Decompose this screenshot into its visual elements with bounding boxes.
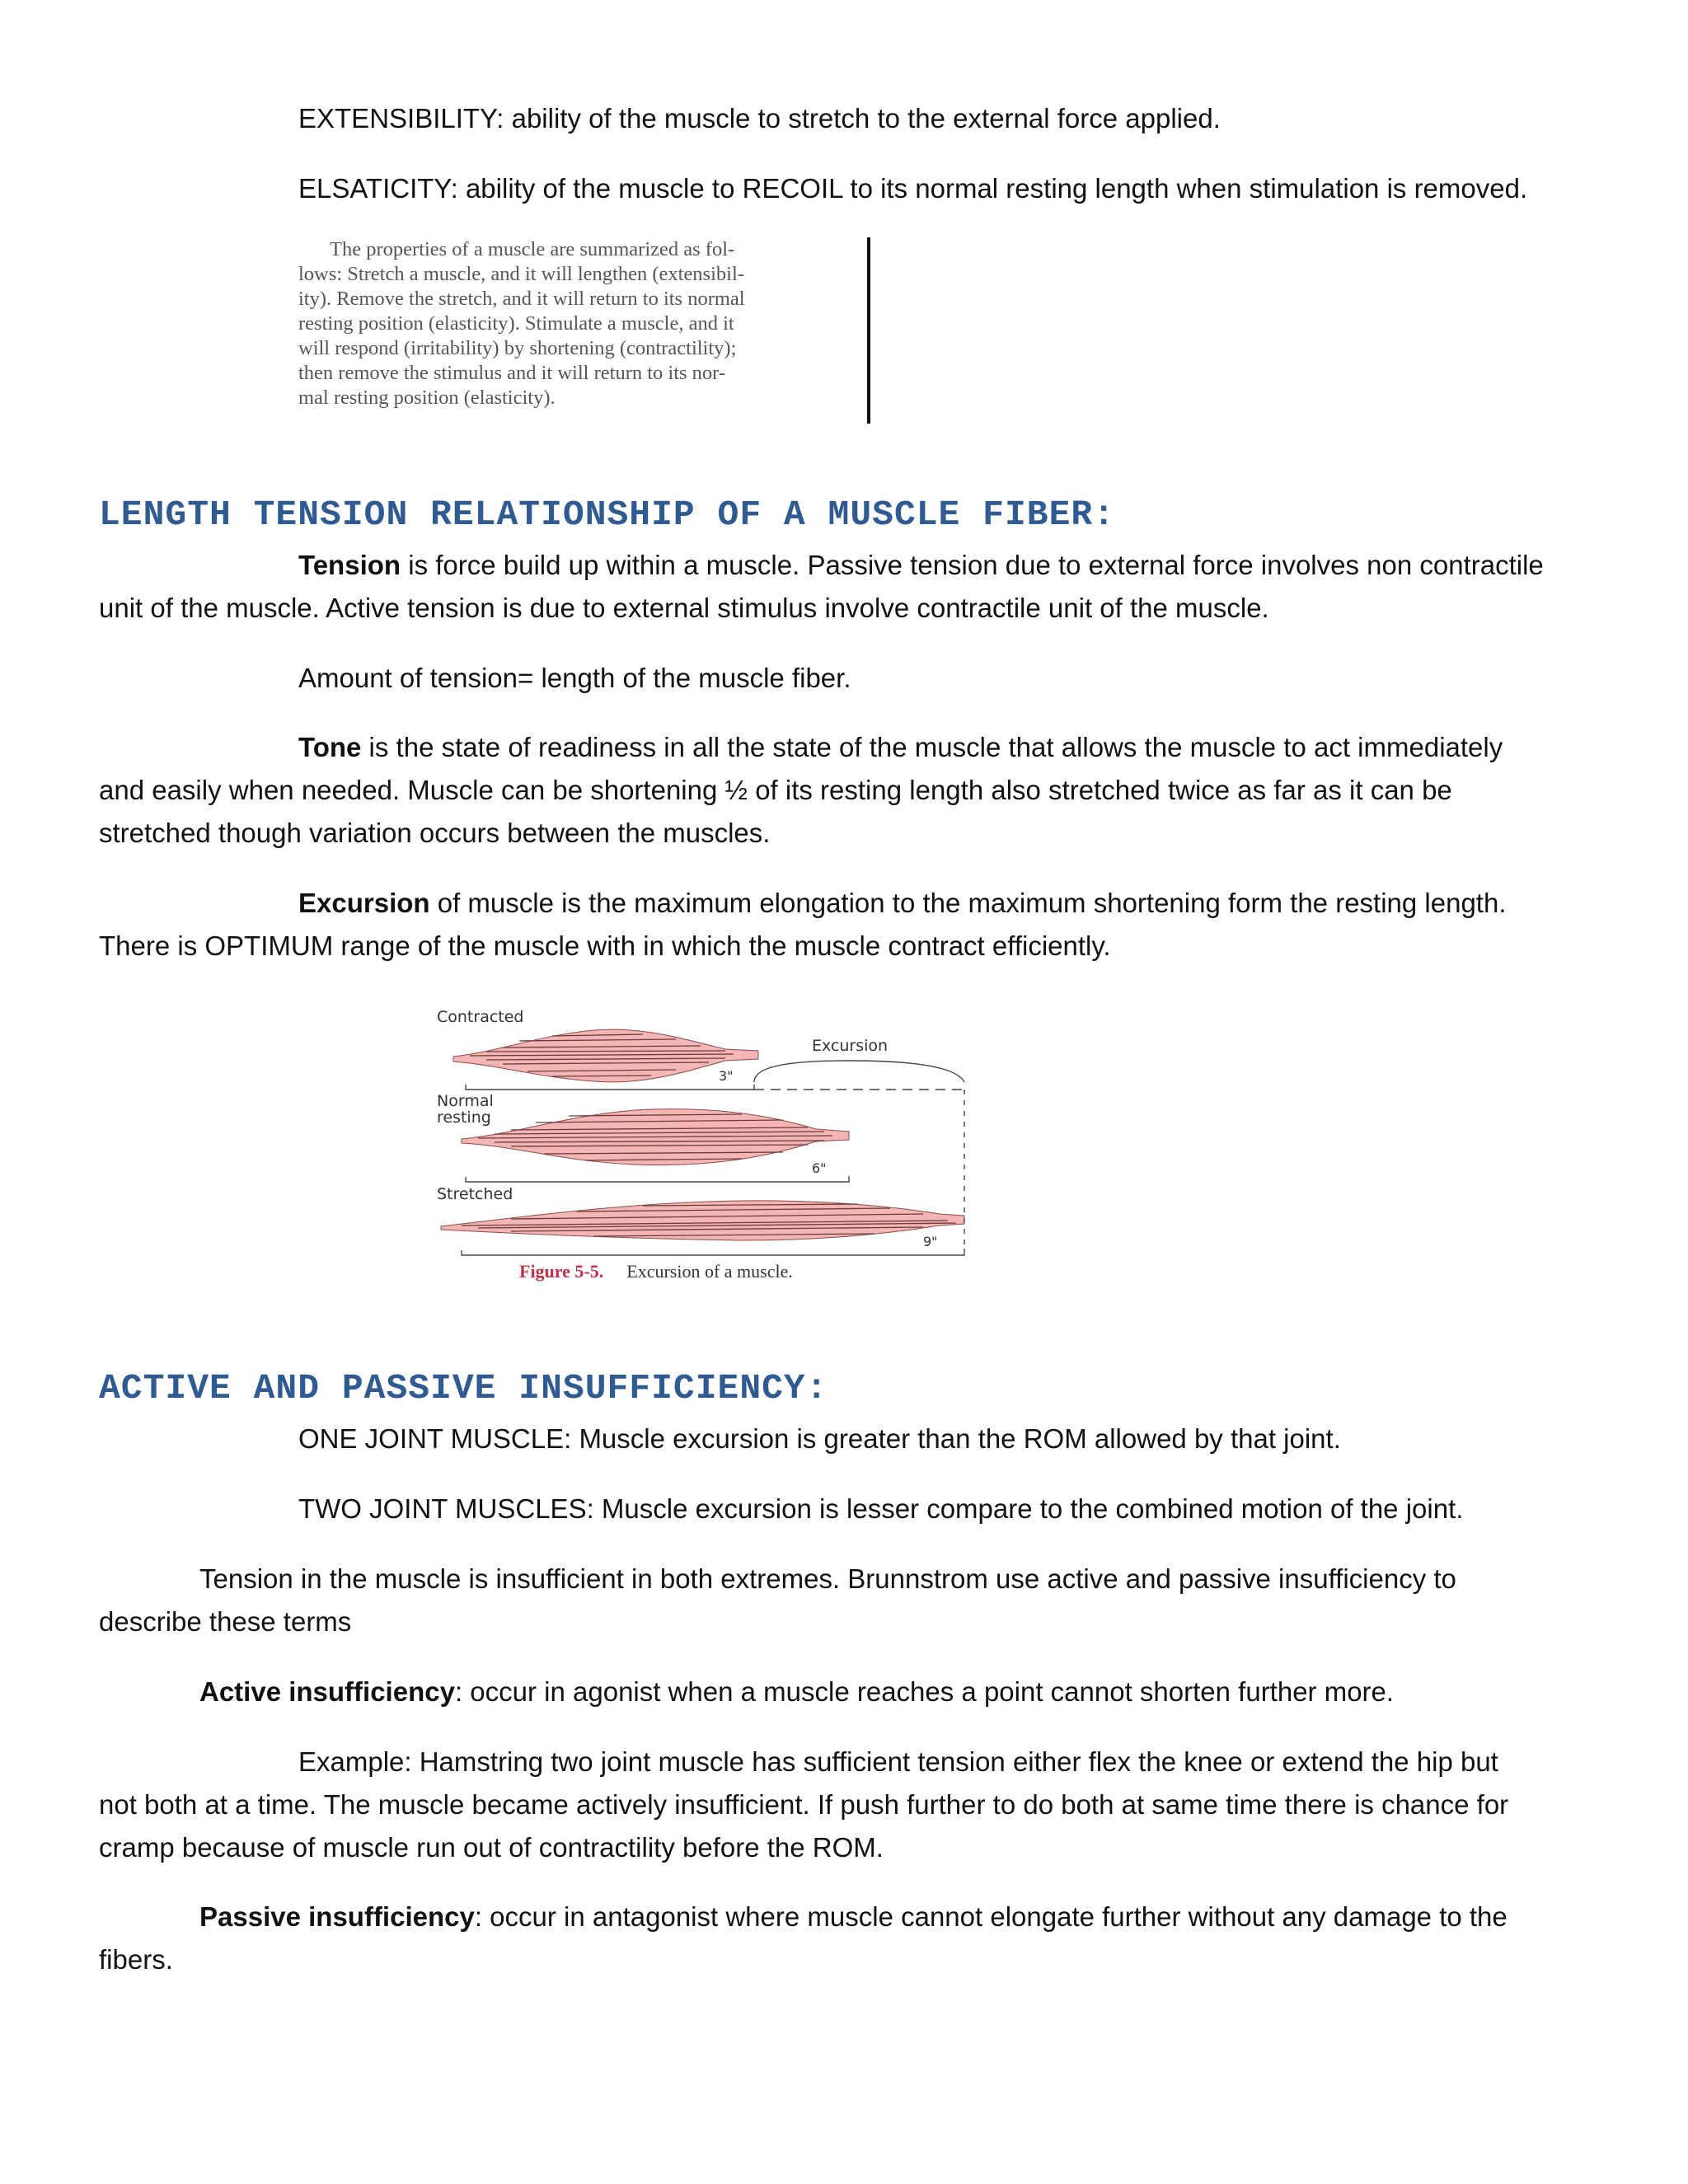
active-insufficiency-definition <box>199 1671 1394 1713</box>
passive-insufficiency-line-2: fibers. <box>99 1944 173 1975</box>
excursion-paragraph-line-2: There is OPTIMUM range of the muscle with in which the muscle contract efficiently. <box>99 930 1111 961</box>
two-joint-muscles: TWO JOINT MUSCLES: Muscle excursion is lesser compare to the combined motion of the joint. <box>298 1493 1464 1524</box>
tone-paragraph-line-1 <box>298 726 1503 769</box>
section-heading-length-tension: LENGTH TENSION RELATIONSHIP OF A MUSCLE FIBER: <box>99 494 1115 535</box>
label-contracted: Contracted <box>437 1008 524 1026</box>
label-normal: Normal <box>437 1092 494 1110</box>
passive-insufficiency-text: : occur in antagonist where muscle cannot elongate further without any damage to the <box>474 1901 1507 1932</box>
label-excursion: Excursion <box>812 1037 889 1055</box>
tone-paragraph-line-2: and easily when needed. Muscle can be shortening ½ of its resting length also stretched twice as far as it can be <box>99 775 1452 805</box>
excerpt-line: The properties of a muscle are summarized as fol- <box>330 238 735 260</box>
tone-text: is the state of readiness in all the state of the muscle that allows the muscle to act immediately <box>361 732 1503 762</box>
label-length-3in: 3" <box>719 1068 734 1084</box>
tension-term: Tension <box>298 550 401 580</box>
example-line-3: cramp because of muscle run out of contractility before the ROM. <box>99 1832 884 1863</box>
label-length-9in: 9" <box>923 1234 938 1249</box>
excerpt-line: lows: Stretch a muscle, and it will lengthen (extensibil- <box>298 263 744 285</box>
insufficiency-paragraph-line-2: describe these terms <box>99 1606 352 1637</box>
amount-of-tension: Amount of tension= length of the muscle fiber. <box>298 663 851 693</box>
example-line-2: not both at a time. The muscle became actively insufficient. If push further to do both at same time there is chance for <box>99 1789 1509 1820</box>
excursion-text: of muscle is the maximum elongation to the maximum shortening form the resting length. <box>429 888 1507 918</box>
excerpt-line: then remove the stimulus and it will return to its nor- <box>298 362 726 384</box>
figure-number: Figure 5-5. <box>519 1261 604 1282</box>
tone-term: Tone <box>298 732 362 762</box>
tone-paragraph-line-3: stretched though variation occurs between the muscles. <box>99 818 771 848</box>
passive-insufficiency-definition <box>199 1896 1507 1938</box>
section-heading-insufficiency: ACTIVE AND PASSIVE INSUFFICIENCY: <box>99 1368 828 1408</box>
active-insufficiency-term: Active insufficiency <box>199 1676 455 1707</box>
excerpt-line: ity). Remove the stretch, and it will return to its normal <box>298 288 745 310</box>
stretched-muscle <box>441 1201 964 1240</box>
active-insufficiency-text: : occur in agonist when a muscle reaches a point cannot shorten further more. <box>454 1676 1395 1707</box>
label-resting: resting <box>437 1108 491 1127</box>
tension-paragraph-line-2: unit of the muscle. Active tension is due to external stimulus involve contractile unit of the muscle. <box>99 593 1269 623</box>
excerpt-line: will respond (irritability) by shortening (contractility); <box>298 337 737 359</box>
label-length-6in: 6" <box>812 1160 827 1176</box>
figure-caption <box>519 1261 793 1282</box>
excursion-paragraph-line-1 <box>298 882 1507 925</box>
one-joint-muscle: ONE JOINT MUSCLE: Muscle excursion is greater than the ROM allowed by that joint. <box>298 1423 1341 1454</box>
book-excerpt <box>298 237 870 424</box>
passive-insufficiency-term: Passive insufficiency <box>199 1901 475 1932</box>
contracted-muscle <box>453 1029 758 1082</box>
insufficiency-paragraph-line-1: Tension in the muscle is insufficient in both extremes. Brunnstrom use active and passive insufficiency to <box>199 1563 1456 1594</box>
example-line-1: Example: Hamstring two joint muscle has sufficient tension either flex the knee or extend the hip but <box>298 1746 1498 1777</box>
tension-paragraph-line-1 <box>298 544 1544 587</box>
tension-text: is force build up within a muscle. Passive tension due to external force involves non contractile <box>401 550 1544 580</box>
extensibility-definition: EXTENSIBILITY: ability of the muscle to stretch to the external force applied. <box>298 103 1221 134</box>
label-stretched: Stretched <box>437 1185 513 1203</box>
normal-resting-muscle <box>462 1109 849 1165</box>
excursion-figure <box>429 993 989 1290</box>
muscle-excursion-illustration <box>429 993 989 1265</box>
excursion-term: Excursion <box>298 888 430 918</box>
figure-caption-text: Excursion of a muscle. <box>626 1261 793 1282</box>
elasticity-definition: ELSATICITY: ability of the muscle to RECOIL to its normal resting length when stimulation is removed. <box>298 173 1528 204</box>
excerpt-line: mal resting position (elasticity). <box>298 387 556 409</box>
excerpt-line: resting position (elasticity). Stimulate a muscle, and it <box>298 312 734 335</box>
